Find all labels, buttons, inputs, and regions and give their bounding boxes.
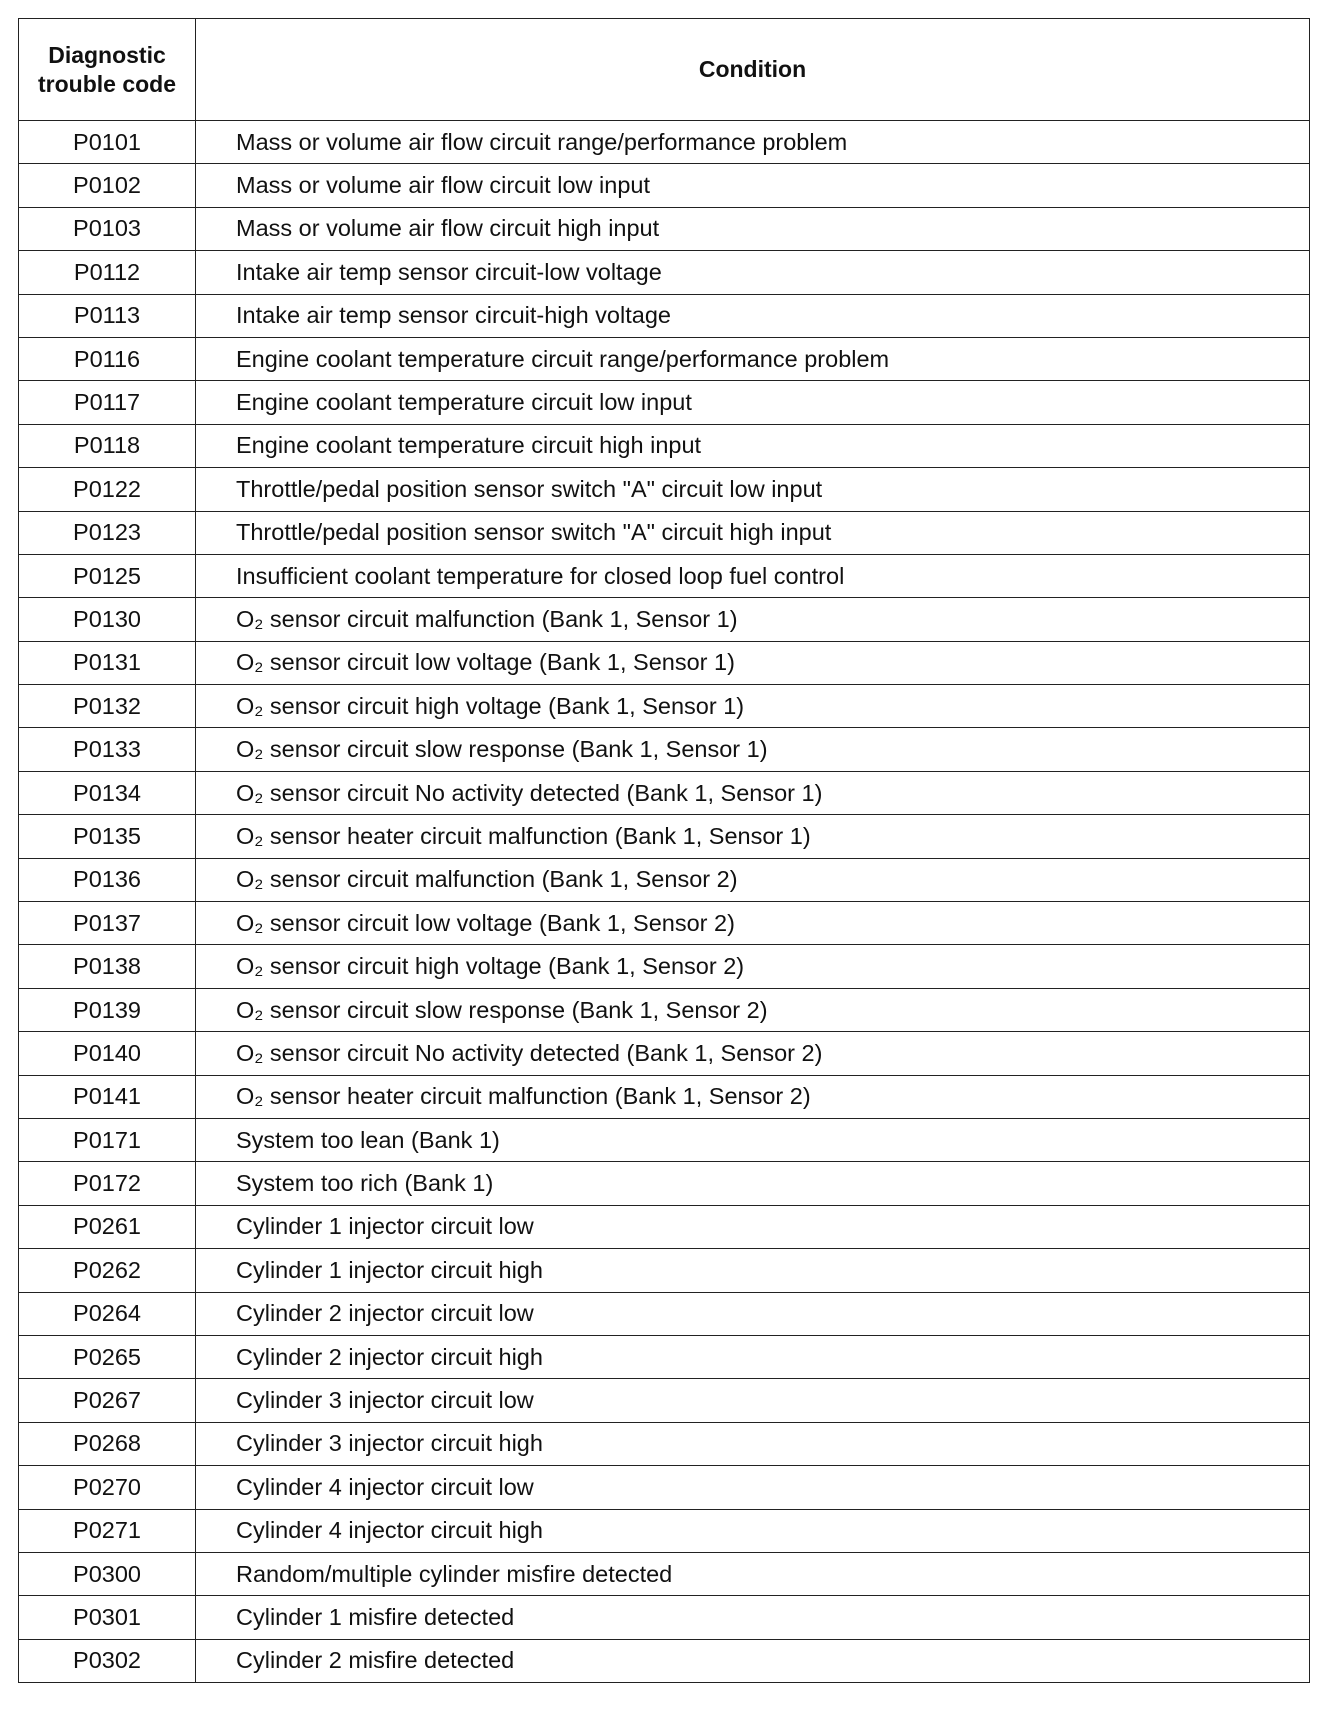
table-row	[19, 1422, 1310, 1465]
table-row	[19, 424, 1310, 467]
table-row	[19, 1118, 1310, 1161]
condition-cell: Random/multiple cylinder misfire detected	[196, 1552, 1310, 1595]
trouble-code-cell: P0270	[19, 1466, 196, 1509]
trouble-code-cell: P0140	[19, 1032, 196, 1075]
table-row	[19, 1075, 1310, 1118]
condition-cell: System too rich (Bank 1)	[196, 1162, 1310, 1205]
table-row	[19, 1032, 1310, 1075]
table-header	[19, 19, 1310, 121]
table-row	[19, 728, 1310, 771]
trouble-code-cell: P0302	[19, 1639, 196, 1682]
table-row	[19, 1335, 1310, 1378]
trouble-code-cell: P0265	[19, 1335, 196, 1378]
table-row	[19, 554, 1310, 597]
table-row	[19, 121, 1310, 164]
condition-cell: O₂ sensor circuit high voltage (Bank 1, Sensor 1)	[196, 685, 1310, 728]
condition-cell: O₂ sensor circuit low voltage (Bank 1, Sensor 1)	[196, 641, 1310, 684]
condition-cell: O₂ sensor circuit slow response (Bank 1, Sensor 1)	[196, 728, 1310, 771]
trouble-code-cell: P0262	[19, 1249, 196, 1292]
table-row	[19, 641, 1310, 684]
trouble-code-cell: P0133	[19, 728, 196, 771]
table-row	[19, 771, 1310, 814]
condition-cell: Cylinder 3 injector circuit high	[196, 1422, 1310, 1465]
trouble-code-cell: P0301	[19, 1596, 196, 1639]
trouble-code-cell: P0125	[19, 554, 196, 597]
table-row	[19, 1466, 1310, 1509]
condition-cell: Insufficient coolant temperature for closed loop fuel control	[196, 554, 1310, 597]
condition-cell: Throttle/pedal position sensor switch "A" circuit high input	[196, 511, 1310, 554]
trouble-code-cell: P0138	[19, 945, 196, 988]
condition-cell: O₂ sensor heater circuit malfunction (Bank 1, Sensor 1)	[196, 815, 1310, 858]
condition-cell: Mass or volume air flow circuit high input	[196, 207, 1310, 250]
trouble-code-cell: P0139	[19, 988, 196, 1031]
condition-cell: O₂ sensor circuit No activity detected (Bank 1, Sensor 1)	[196, 771, 1310, 814]
condition-cell: Intake air temp sensor circuit-high voltage	[196, 294, 1310, 337]
condition-cell: Cylinder 1 injector circuit low	[196, 1205, 1310, 1248]
condition-cell: O₂ sensor heater circuit malfunction (Bank 1, Sensor 2)	[196, 1075, 1310, 1118]
trouble-code-cell: P0132	[19, 685, 196, 728]
table-row	[19, 1249, 1310, 1292]
trouble-code-cell: P0136	[19, 858, 196, 901]
trouble-code-cell: P0261	[19, 1205, 196, 1248]
condition-cell: Cylinder 3 injector circuit low	[196, 1379, 1310, 1422]
trouble-code-cell: P0103	[19, 207, 196, 250]
condition-cell: Cylinder 2 misfire detected	[196, 1639, 1310, 1682]
condition-cell: Cylinder 1 injector circuit high	[196, 1249, 1310, 1292]
condition-cell: Intake air temp sensor circuit-low voltage	[196, 251, 1310, 294]
table-row	[19, 1205, 1310, 1248]
trouble-code-cell: P0102	[19, 164, 196, 207]
condition-cell: System too lean (Bank 1)	[196, 1118, 1310, 1161]
table-row	[19, 1552, 1310, 1595]
condition-cell: O₂ sensor circuit high voltage (Bank 1, Sensor 2)	[196, 945, 1310, 988]
condition-cell: Cylinder 4 injector circuit high	[196, 1509, 1310, 1552]
trouble-code-cell: P0113	[19, 294, 196, 337]
condition-cell: Mass or volume air flow circuit range/performance problem	[196, 121, 1310, 164]
condition-cell: Cylinder 1 misfire detected	[196, 1596, 1310, 1639]
trouble-code-cell: P0116	[19, 337, 196, 380]
condition-cell: Cylinder 2 injector circuit high	[196, 1335, 1310, 1378]
table-row	[19, 1639, 1310, 1682]
condition-cell: O₂ sensor circuit low voltage (Bank 1, Sensor 2)	[196, 902, 1310, 945]
diagnostic-code-table	[18, 18, 1310, 1683]
condition-cell: O₂ sensor circuit malfunction (Bank 1, Sensor 2)	[196, 858, 1310, 901]
condition-cell: Cylinder 2 injector circuit low	[196, 1292, 1310, 1335]
trouble-code-cell: P0135	[19, 815, 196, 858]
condition-column-header: Condition	[196, 19, 1310, 121]
table-row	[19, 207, 1310, 250]
table-row	[19, 1162, 1310, 1205]
trouble-code-cell: P0117	[19, 381, 196, 424]
trouble-code-cell: P0300	[19, 1552, 196, 1595]
trouble-code-cell: P0130	[19, 598, 196, 641]
condition-cell: O₂ sensor circuit malfunction (Bank 1, Sensor 1)	[196, 598, 1310, 641]
header-row	[19, 19, 1310, 121]
condition-cell: Mass or volume air flow circuit low input	[196, 164, 1310, 207]
trouble-code-cell: P0268	[19, 1422, 196, 1465]
trouble-code-cell: P0101	[19, 121, 196, 164]
table-row	[19, 294, 1310, 337]
table-row	[19, 1379, 1310, 1422]
condition-cell: Engine coolant temperature circuit high input	[196, 424, 1310, 467]
table-row	[19, 251, 1310, 294]
condition-cell: O₂ sensor circuit slow response (Bank 1, Sensor 2)	[196, 988, 1310, 1031]
trouble-code-cell: P0118	[19, 424, 196, 467]
table-row	[19, 511, 1310, 554]
table-row	[19, 1509, 1310, 1552]
condition-cell: Throttle/pedal position sensor switch "A" circuit low input	[196, 468, 1310, 511]
trouble-code-cell: P0112	[19, 251, 196, 294]
trouble-code-cell: P0123	[19, 511, 196, 554]
code-column-header: Diagnostic trouble code	[19, 19, 196, 121]
trouble-code-cell: P0141	[19, 1075, 196, 1118]
trouble-code-cell: P0264	[19, 1292, 196, 1335]
table-row	[19, 1596, 1310, 1639]
condition-cell: O₂ sensor circuit No activity detected (Bank 1, Sensor 2)	[196, 1032, 1310, 1075]
trouble-code-cell: P0267	[19, 1379, 196, 1422]
table-row	[19, 815, 1310, 858]
trouble-code-cell: P0172	[19, 1162, 196, 1205]
condition-cell: Engine coolant temperature circuit range/performance problem	[196, 337, 1310, 380]
table-row	[19, 685, 1310, 728]
table-row	[19, 337, 1310, 380]
table-row	[19, 858, 1310, 901]
trouble-code-cell: P0137	[19, 902, 196, 945]
table-row	[19, 164, 1310, 207]
trouble-code-cell: P0131	[19, 641, 196, 684]
table-row	[19, 902, 1310, 945]
table-row	[19, 381, 1310, 424]
table-row	[19, 1292, 1310, 1335]
table-row	[19, 945, 1310, 988]
condition-cell: Engine coolant temperature circuit low input	[196, 381, 1310, 424]
table-row	[19, 988, 1310, 1031]
trouble-code-cell: P0171	[19, 1118, 196, 1161]
table-body	[19, 121, 1310, 1683]
table-row	[19, 598, 1310, 641]
trouble-code-cell: P0122	[19, 468, 196, 511]
condition-cell: Cylinder 4 injector circuit low	[196, 1466, 1310, 1509]
trouble-code-cell: P0134	[19, 771, 196, 814]
trouble-code-cell: P0271	[19, 1509, 196, 1552]
table-row	[19, 468, 1310, 511]
